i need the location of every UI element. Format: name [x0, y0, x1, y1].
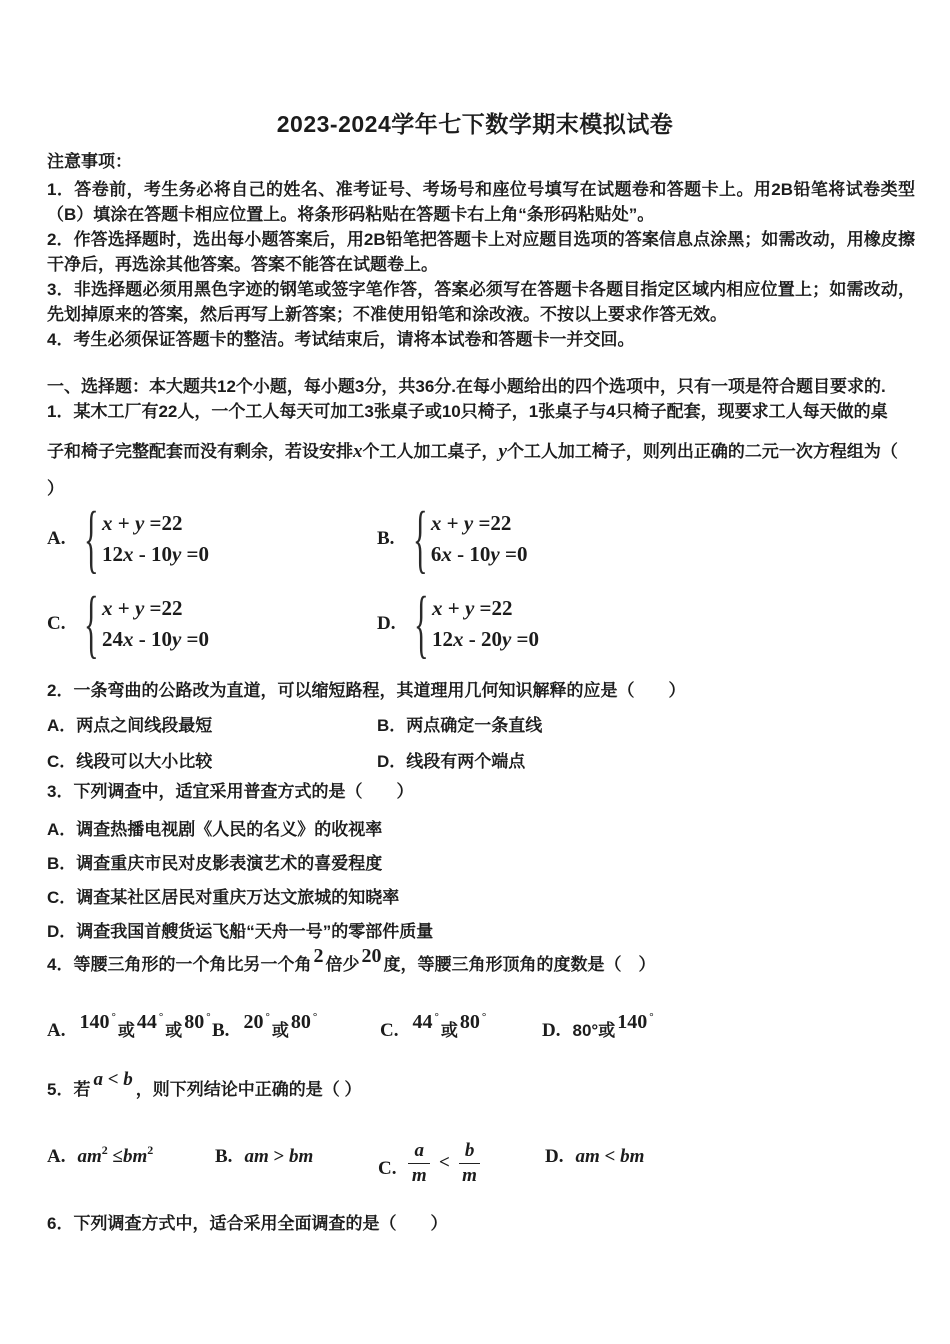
q4-option-b: [212, 1011, 319, 1042]
q2-option-c-label: C．: [47, 752, 77, 771]
q4-option-c-label: C.: [380, 1020, 399, 1041]
q4-option-d-label: D.: [542, 1020, 561, 1041]
q5-option-d: [545, 1146, 644, 1168]
q5-option-c-label: C.: [378, 1157, 397, 1179]
q1-option-a-equations: [102, 508, 209, 570]
notice-item-2: 2．作答选择题时，选出每小题答案后，用2B铅笔把答题卡上对应题目选项的答案信息点涂黑；如需改动，用橡皮擦干净后，再选涂其他答案。答案不能答在试题卷上。: [47, 230, 915, 274]
q3-option-c-label: C．: [47, 888, 77, 907]
q2-option-d: [377, 747, 525, 772]
q5-option-b-value: am > bm: [244, 1146, 314, 1167]
question-2-stem: 2．一条弯曲的公路改为直道，可以缩短路程，其道理用几何知识解释的应是（ ）: [47, 681, 686, 700]
q2-option-c: [47, 747, 212, 772]
notice-item-4: 4．考生必须保证答题卡的整洁。考试结束后，请将本试卷和答题卡一并交回。: [47, 330, 635, 349]
question-1-stem-line-2: 子和椅子完整配套而没有剩余，若设安排x个工人加工桌子，y个工人加工椅子，则列出正确的二元一次方程组为（: [47, 441, 898, 462]
equation-line: 24x - 10y =0: [101, 627, 210, 651]
fraction-denominator: m: [462, 1164, 477, 1186]
q4-option-a-value: 140 °或 44 °或 80 °: [79, 1011, 211, 1040]
equation-line: x + y =22: [430, 511, 512, 535]
less-than-sign: <: [438, 1152, 450, 1174]
q4-option-d: [542, 1011, 656, 1042]
fraction-numerator: a: [408, 1140, 430, 1164]
q1-option-d-equations: [432, 593, 539, 655]
q2-option-b-text: 两点确定一条直线: [406, 716, 543, 735]
q2-option-b-label: B．: [377, 716, 407, 735]
question-3-stem: 3．下列调查中，适宜采用普查方式的是（ ）: [47, 782, 414, 801]
q5-option-c: [378, 1140, 480, 1193]
question-6-stem: 6．下列调查方式中，适合采用全面调查的是（ ）: [47, 1214, 448, 1233]
notice-item-1: 1．答卷前，考生务必将自己的姓名、准考证号、考场号和座位号填写在试题卷和答题卡上。用2B铅笔将试卷类型（B）填涂在答题卡相应位置上。将条形码粘贴在答题卡右上角“条形码粘贴处”。: [47, 180, 915, 224]
equation-line: x + y =22: [431, 596, 513, 620]
q1-option-b-equations: [431, 508, 528, 570]
equation-line: 12x - 20y =0: [431, 627, 540, 651]
q2-option-a: [47, 711, 212, 736]
question-1-stem-line-1: 1．某木工厂有22人，一个工人每天可加工3张桌子或10只椅子，1张桌子与4只椅子配套，现要求工人每天做的桌: [47, 402, 888, 421]
q1-option-d: [377, 582, 540, 666]
q5-option-d-label: D.: [545, 1146, 564, 1167]
fraction-b-over-m: [459, 1140, 481, 1187]
q1-option-a: [47, 497, 210, 581]
fraction-numerator: b: [459, 1140, 481, 1164]
question-5-stem: 5．若 a < b ，则下列结论中正确的是（ ）: [47, 1069, 362, 1099]
page-title: 2023-2024学年七下数学期末模拟试卷: [276, 111, 674, 137]
left-brace-icon: {: [413, 497, 428, 581]
q5-option-a: [47, 1143, 154, 1168]
notice-heading: 注意事项：: [47, 152, 132, 171]
q4-option-c-value: 44 °或 80 °: [412, 1011, 487, 1040]
q3-option-d-label: D．: [47, 922, 77, 941]
q1-option-c: [47, 582, 210, 666]
q4-option-b-value: 20 °或 80 °: [243, 1011, 318, 1040]
q3-option-d: [47, 917, 433, 942]
equation-line: 6x - 10y =0: [430, 542, 528, 566]
q3-option-b-label: B．: [47, 854, 77, 873]
q5-option-a-label: A.: [47, 1146, 66, 1167]
q4-option-a: [47, 1011, 213, 1042]
question-4-stem: 4．等腰三角形的一个角比另一个角 2 倍少 20 度，等腰三角形顶角的度数是（ ）: [47, 945, 656, 974]
notice-item-3: 3．非选择题必须用黑色字迹的钢笔或签字笔作答，答案必须写在答题卡各题目指定区域内相应位置上；如需改动，先划掉原来的答案，然后再写上新答案；不准使用铅笔和涂改液。不按以上要求作答无效。: [47, 280, 915, 324]
q2-option-d-text: 线段有两个端点: [406, 752, 526, 771]
q3-option-b: [47, 849, 382, 874]
q3-option-d-text: 调查我国首艘货运飞船“天舟一号”的零部件质量: [76, 922, 434, 941]
q5-option-b: [215, 1146, 313, 1168]
q5-option-b-label: B.: [215, 1146, 233, 1167]
q4-option-c: [380, 1011, 488, 1042]
question-1-close-paren: ）: [47, 479, 64, 498]
q4-option-a-label: A.: [47, 1020, 66, 1041]
q5-option-a-value: $am^2 \le bm^2$: [77, 1143, 154, 1167]
fraction-denominator: m: [411, 1164, 427, 1186]
q2-option-a-label: A．: [47, 716, 77, 735]
q3-option-a-label: A．: [47, 820, 77, 839]
q1-option-a-label: A.: [47, 528, 66, 549]
q4-option-b-label: B.: [212, 1020, 230, 1041]
q1-option-c-equations: [102, 593, 209, 655]
equation-line: 12x - 10y =0: [101, 542, 210, 566]
q4-option-d-value: 80°或 140 °: [572, 1011, 654, 1040]
equation-line: x + y =22: [101, 596, 183, 620]
q5-option-c-expression: [408, 1140, 480, 1187]
fraction-a-over-m: [408, 1140, 430, 1187]
q1-option-d-label: D.: [377, 613, 396, 634]
left-brace-icon: {: [84, 582, 100, 666]
q3-option-b-text: 调查重庆市民对皮影表演艺术的喜爱程度: [76, 854, 383, 873]
equation-line: x + y =22: [101, 511, 183, 535]
q2-option-a-text: 两点之间线段最短: [76, 716, 213, 735]
q1-option-c-label: C.: [47, 613, 66, 634]
left-brace-icon: {: [84, 497, 100, 581]
left-brace-icon: {: [414, 582, 430, 666]
q2-option-d-label: D．: [377, 752, 407, 771]
section-1-heading: 一、选择题：本大题共12个小题，每小题3分，共36分.在每小题给出的四个选项中，只有一项是符合题目要求的.: [47, 377, 886, 396]
q3-option-a: [47, 815, 382, 840]
q2-option-c-text: 线段可以大小比较: [76, 752, 213, 771]
q3-option-c: [47, 883, 399, 908]
q1-option-b-label: B.: [377, 528, 395, 549]
q3-option-a-text: 调查热播电视剧《人民的名义》的收视率: [76, 820, 383, 839]
q5-option-d-value: am < bm: [575, 1146, 645, 1167]
q2-option-b: [377, 711, 542, 736]
q1-option-b: [377, 497, 528, 581]
q3-option-c-text: 调查某社区居民对重庆万达文旅城的知晓率: [76, 888, 400, 907]
